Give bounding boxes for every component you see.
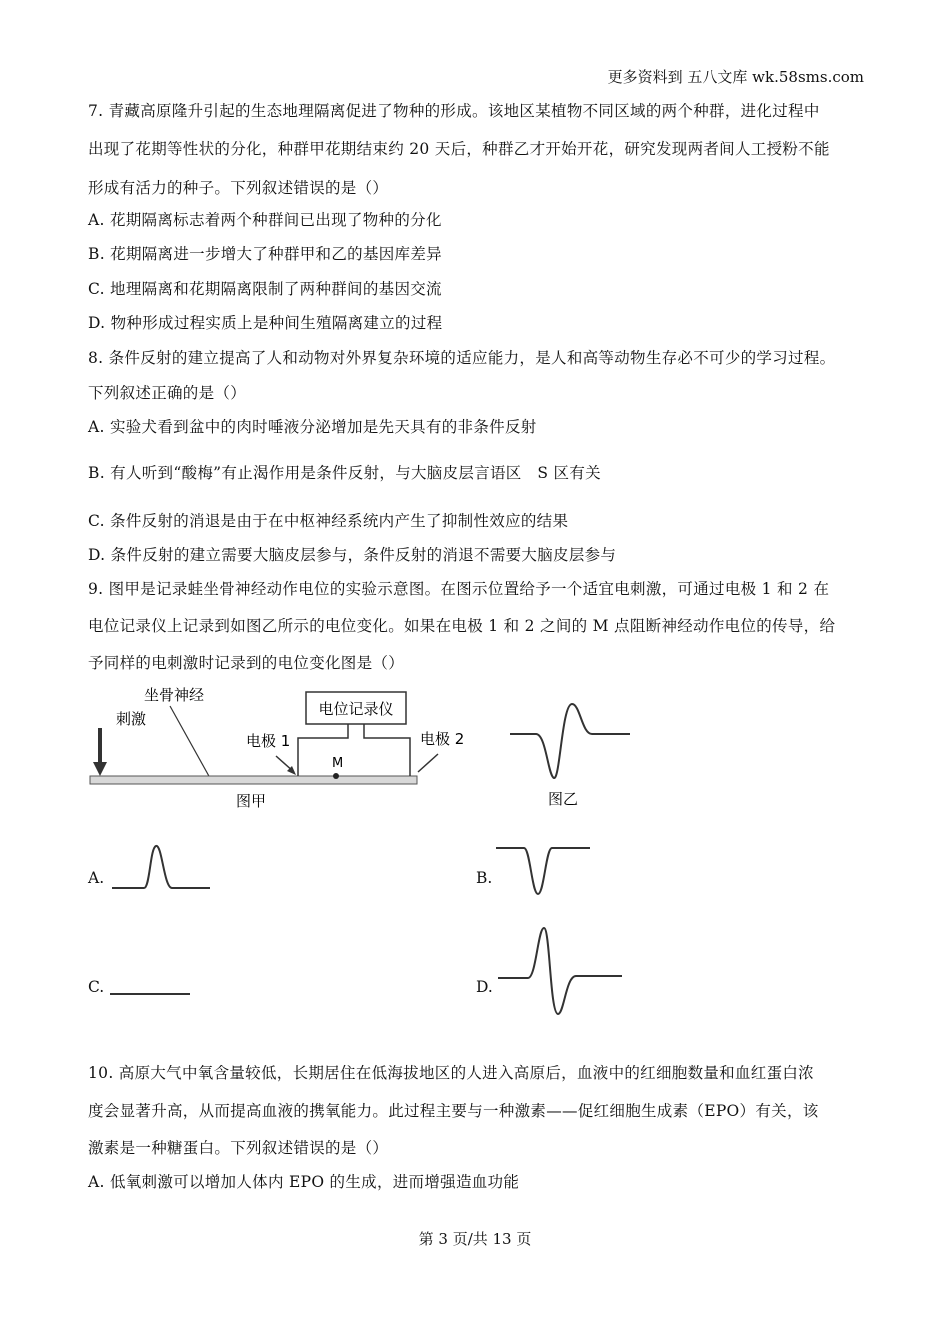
q7-stem-line-2: 出现了花期等性状的分化，种群甲花期结束约 20 天后，种群乙才开始开花，研究发现两者间人工授粉不能 bbox=[88, 140, 830, 158]
stimulus-arrow-head bbox=[93, 762, 107, 776]
q8-option-b: B. 有人听到“酸梅”有止渴作用是条件反射，与大脑皮层言语区 S 区有关 bbox=[88, 464, 601, 482]
q9-choice-b-label: B. bbox=[476, 869, 493, 887]
recorder-label: 电位记录仪 bbox=[318, 700, 394, 718]
q7-stem-line-1: 7. 青藏高原隆升引起的生态地理隔离促进了物种的形成。该地区某植物不同区域的两个种群，进化过程中 bbox=[88, 102, 820, 120]
q10-stem-line-2: 度会显著升高，从而提高血液的携氧能力。此过程主要与一种激素——促红细胞生成素（EPO）有关，该 bbox=[88, 1102, 819, 1120]
point-m bbox=[333, 773, 339, 779]
q10-option-a: A. 低氧刺激可以增加人体内 EPO 的生成，进而增强造血功能 bbox=[88, 1173, 520, 1191]
stimulus-label: 刺激 bbox=[116, 710, 147, 728]
electrode-1-label: 电极 1 bbox=[246, 732, 291, 750]
q9-choice-c-label: C. bbox=[88, 978, 105, 996]
q7-option-c: C. 地理隔离和花期隔离限制了两种群间的基因交流 bbox=[88, 280, 442, 298]
choice-d-trace bbox=[496, 926, 626, 1018]
figure-a-caption: 图甲 bbox=[236, 792, 267, 810]
choice-b-trace bbox=[494, 842, 594, 900]
q8-stem-line-2: 下列叙述正确的是（） bbox=[88, 384, 247, 402]
q8-option-a: A. 实验犬看到盆中的肉时唾液分泌增加是先天具有的非条件反射 bbox=[88, 418, 537, 436]
figure-trace-b bbox=[508, 694, 633, 812]
choice-a-trace bbox=[110, 842, 214, 894]
electrode-2-wire bbox=[364, 724, 410, 776]
q10-stem-line-3: 激素是一种糖蛋白。下列叙述错误的是（） bbox=[88, 1139, 389, 1157]
q8-option-c: C. 条件反射的消退是由于在中枢神经系统内产生了抑制性效应的结果 bbox=[88, 512, 569, 530]
q9-stem-line-2: 电位记录仪上记录到如图乙所示的电位变化。如果在电极 1 和 2 之间的 M 点阻断神经动作电位的传导，给 bbox=[88, 617, 836, 635]
page-footer: 第 3 页/共 13 页 bbox=[418, 1230, 532, 1248]
page-header: 更多资料到 五八文库 wk.58sms.com bbox=[607, 68, 864, 86]
trace-biphasic bbox=[510, 704, 630, 778]
sciatic-nerve bbox=[90, 776, 417, 784]
q9-choice-d-label: D. bbox=[476, 978, 493, 996]
q10-stem-line-1: 10. 高原大气中氧含量较低，长期居住在低海拔地区的人进入高原后，血液中的红细胞数量和血红蛋白浓 bbox=[88, 1064, 814, 1082]
figure-experiment-diagram bbox=[86, 682, 465, 812]
figure-b-caption: 图乙 bbox=[548, 790, 579, 808]
q7-option-d: D. 物种形成过程实质上是种间生殖隔离建立的过程 bbox=[88, 314, 443, 332]
point-m-label: M bbox=[332, 756, 344, 771]
q7-stem-line-3: 形成有活力的种子。下列叙述错误的是（） bbox=[88, 179, 389, 197]
nerve-label: 坐骨神经 bbox=[144, 686, 205, 704]
q7-option-a: A. 花期隔离标志着两个种群间已出现了物种的分化 bbox=[88, 211, 442, 229]
electrode-2-arrow bbox=[418, 754, 438, 772]
q9-stem-line-1: 9. 图甲是记录蛙坐骨神经动作电位的实验示意图。在图示位置给予一个适宜电刺激，可通过电极 1 和 2 在 bbox=[88, 580, 830, 598]
q8-stem-line-1: 8. 条件反射的建立提高了人和动物对外界复杂环境的适应能力，是人和高等动物生存必不可少的学习过程。 bbox=[88, 349, 836, 367]
q9-choice-a-label: A. bbox=[88, 869, 105, 887]
choice-c-trace bbox=[110, 988, 192, 1000]
q8-option-d: D. 条件反射的建立需要大脑皮层参与，条件反射的消退不需要大脑皮层参与 bbox=[88, 546, 617, 564]
q9-stem-line-3: 予同样的电刺激时记录到的电位变化图是（） bbox=[88, 654, 405, 672]
nerve-leader-line bbox=[170, 706, 210, 778]
q7-option-b: B. 花期隔离进一步增大了种群甲和乙的基因库差异 bbox=[88, 245, 442, 263]
electrode-2-label: 电极 2 bbox=[420, 730, 465, 748]
